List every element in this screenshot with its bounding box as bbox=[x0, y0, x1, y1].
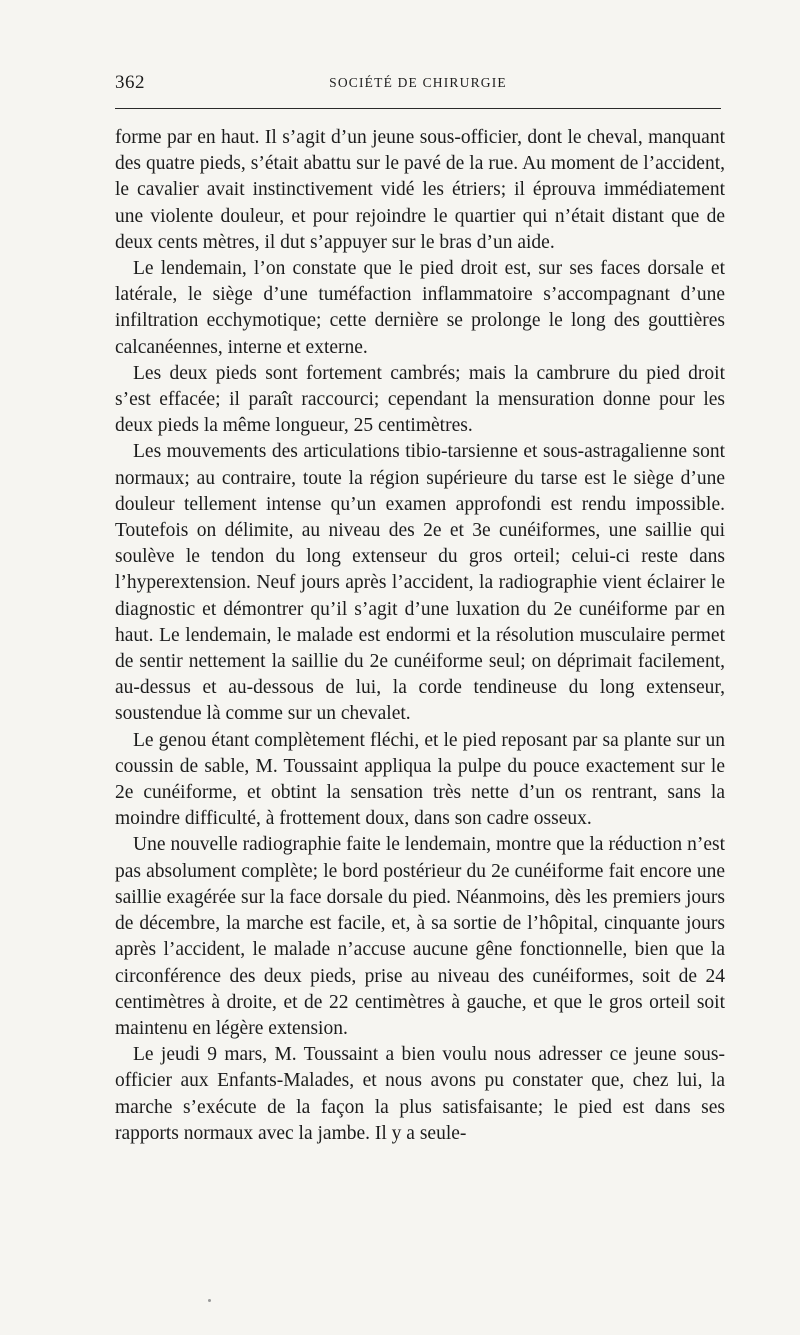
paragraph: Le genou étant complètement fléchi, et le pied reposant par sa plante sur un coussin de sable, M. Toussaint appliqua la pulpe du pouce exactement sur le 2e cunéiforme, et obtint la sensation très nette d’un os rentrant, sans la moindre difficulté, à frottement doux, dans son cadre osseux. bbox=[115, 729, 725, 830]
running-title: SOCIÉTÉ DE CHIRURGIE bbox=[329, 75, 507, 90]
paragraph: forme par en haut. Il s’agit d’un jeune sous-officier, dont le cheval, manquant des quatre pieds, s’était abattu sur le pavé de la rue. Au moment de l’accident, le cavalier avait instinctivement vidé les étriers; il éprouva immédiatement une violente douleur, et pour rejoindre le quartier qui n’était distant que de deux cents mètres, il dut s’appuyer sur le bras d’un aide. bbox=[115, 127, 725, 253]
page-number: 362 bbox=[115, 72, 145, 93]
paragraph: Les deux pieds sont fortement cambrés; mais la cambrure du pied droit s’est effacée; il paraît raccourci; cependant la mensuration donne pour les deux pieds la même longueur, 25 centimètres. bbox=[115, 362, 725, 437]
paragraph: Une nouvelle radiographie faite le lendemain, montre que la réduction n’est pas absolument complète; le bord postérieur du 2e cunéiforme fait encore une saillie exagérée sur la face dorsale du pied. Néanmoins, dès les premiers jours de décembre, la marche est facile, et, à sa sortie de l’hôpital, cinquante jours après l’accident, le malade n’accuse aucune gêne fonctionnelle, bien que la circonférence des deux pieds, prise au niveau des cunéiformes, soit de 24 centimètres à droite, et de 22 centimètres à gauche, et que le gros orteil soit maintenu en légère extension. bbox=[115, 834, 725, 1039]
paragraph: Le jeudi 9 mars, M. Toussaint a bien voulu nous adresser ce jeune sous-officier aux Enfants-Malades, et nous avons pu constater que, chez lui, la marche s’exécute de la façon la plus satisfaisante; le pied est dans ses rapports normaux avec la jambe. Il y a seule- bbox=[115, 1044, 725, 1144]
header-rule bbox=[115, 108, 721, 109]
ink-speck bbox=[208, 1299, 211, 1302]
paragraph: Les mouvements des articulations tibio-tarsienne et sous-astragalienne sont normaux; au contraire, toute la région supérieure du tarse est le siège d’une douleur tellement intense qu’un examen approfondi est rendu impossible. Toutefois on délimite, au niveau des 2e et 3e cunéiformes, une saillie qui soulève le tendon du long extenseur du gros orteil; celui-ci reste dans l’hyperextension. Neuf jours après l’accident, la radiographie vient éclairer le diagnostic et démontrer qu’il s’agit d’une luxation du 2e cunéiforme par en haut. Le lendemain, le malade est endormi et la résolution musculaire permet de sentir nettement la saillie du 2e cunéiforme seul; on déprimait facilement, au-dessus et au-dessous de lui, la corde tendineuse du long extenseur, soustendue là comme sur un chevalet. bbox=[115, 441, 725, 725]
paragraph: Le lendemain, l’on constate que le pied droit est, sur ses faces dorsale et latérale, le siège d’une tuméfaction inflammatoire s’accompagnant d’une infiltration ecchymotique; cette dernière se prolonge le long des gouttières calcanéennes, interne et externe. bbox=[115, 258, 725, 358]
body-text bbox=[115, 125, 725, 1147]
page-header bbox=[115, 72, 721, 96]
